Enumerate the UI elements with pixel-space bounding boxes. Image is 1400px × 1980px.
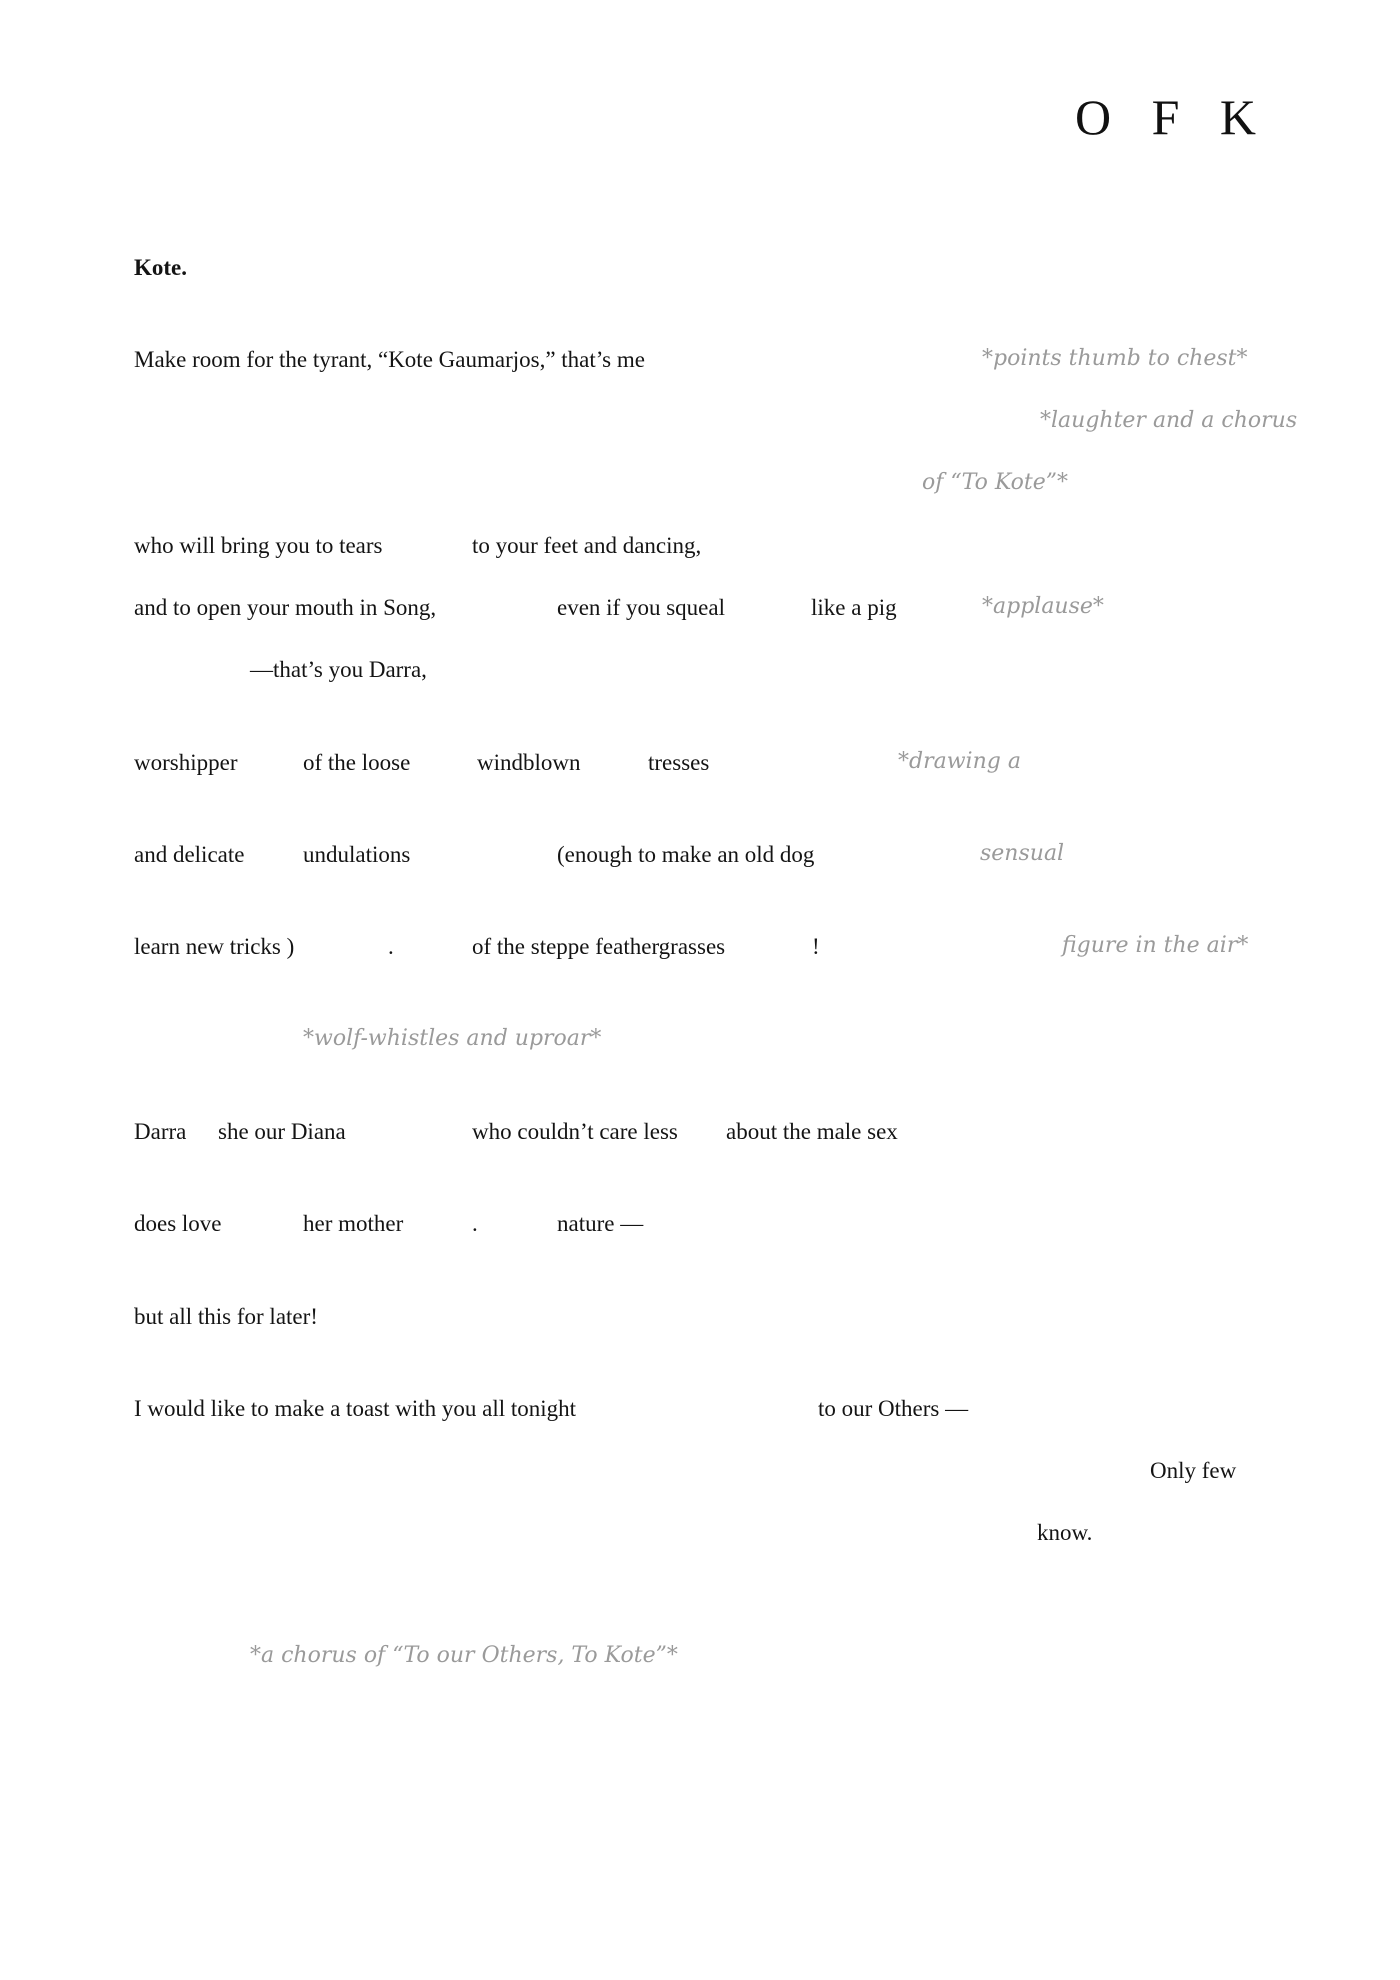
verse-line: Make room for the tyrant, “Kote Gaumarjos,” that’s me: [134, 347, 645, 372]
verse-line: even if you squeal: [557, 595, 725, 620]
verse-line: and to open your mouth in Song,: [134, 595, 437, 620]
stage-direction: *wolf-whistles and uproar*: [303, 1026, 602, 1051]
stage-direction: *drawing a: [898, 749, 1021, 774]
verse-line: .: [472, 1211, 478, 1236]
verse-line: (enough to make an old dog: [557, 842, 815, 867]
verse-line: learn new tricks ): [134, 934, 295, 959]
verse-line: of the loose: [303, 750, 411, 775]
page-header-title: O F K: [1074, 89, 1270, 145]
verse-line: .: [388, 934, 394, 959]
stage-direction: figure in the air*: [1062, 933, 1249, 958]
stage-direction: *applause*: [982, 594, 1104, 619]
verse-line: worshipper: [134, 750, 238, 775]
verse-line: and delicate: [134, 842, 245, 867]
verse-line: who will bring you to tears: [134, 533, 383, 558]
verse-line: of the steppe feathergrasses: [472, 934, 726, 959]
verse-line: she our Diana: [218, 1119, 346, 1144]
stage-direction: *points thumb to chest*: [982, 346, 1248, 371]
verse-line: but all this for later!: [134, 1304, 318, 1329]
verse-line: nature —: [557, 1211, 644, 1236]
verse-line: Only few: [1150, 1458, 1237, 1483]
stage-direction: *a chorus of “To our Others, To Kote”*: [250, 1643, 678, 1668]
verse-line: who couldn’t care less: [472, 1119, 678, 1144]
stage-direction: sensual: [980, 841, 1065, 866]
stage-direction: *laughter and a chorus: [1040, 408, 1298, 433]
verse-line: know.: [1037, 1520, 1093, 1545]
verse-line: about the male sex: [726, 1119, 898, 1144]
verse-line: Darra: [134, 1119, 187, 1144]
speaker-name: Kote.: [134, 255, 188, 280]
verse-line: windblown: [477, 750, 581, 775]
verse-line: I would like to make a toast with you all tonight: [134, 1396, 577, 1421]
verse-line: to your feet and dancing,: [472, 533, 702, 558]
verse-line: tresses: [648, 750, 710, 775]
verse-line: !: [812, 934, 820, 959]
verse-line: like a pig: [811, 595, 897, 620]
verse-line: —that’s you Darra,: [250, 657, 427, 682]
verse-line: to our Others —: [818, 1396, 969, 1421]
verse-line: her mother: [303, 1211, 404, 1236]
verse-line: undulations: [303, 842, 411, 867]
stage-direction: of “To Kote”*: [922, 470, 1069, 495]
verse-line: does love: [134, 1211, 222, 1236]
